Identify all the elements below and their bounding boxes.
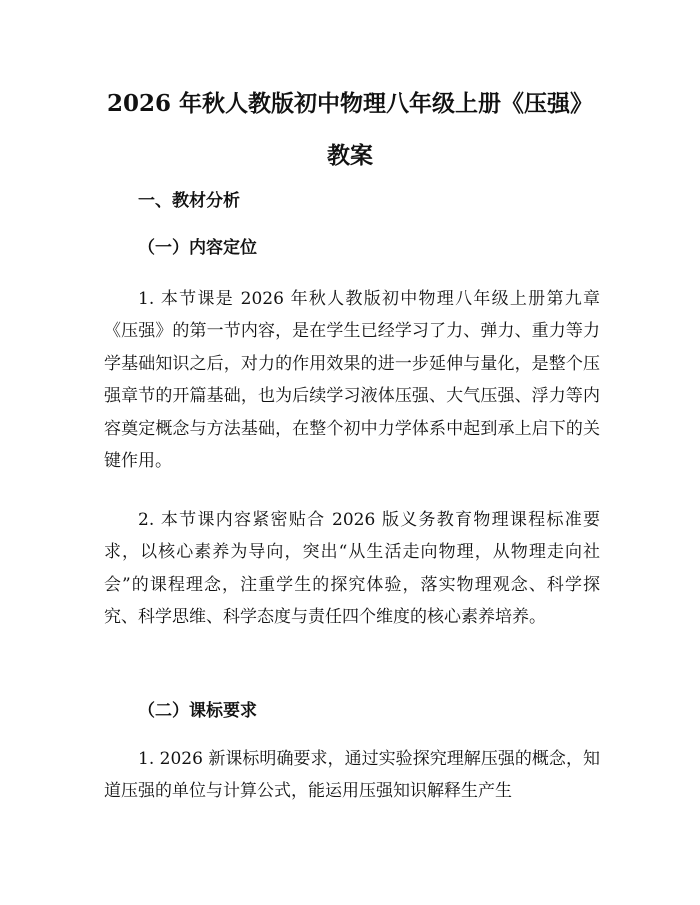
subsection-heading-curriculum-requirements: （二）课标要求 <box>138 701 257 721</box>
paragraph-content-positioning-1: 1. 本节课是 2026 年秋人教版初中物理八年级上册第九章《压强》的第一节内容，是在学生已经学习了力、弹力、重力等力学基础知识之后，对力的作用效果的进一步延伸与量化，是整个压强章节的开篇基础，也为后续学习液体压强、大气压强、浮力等内容奠定概念与方法基础，在整个初中力学体系中起到承上启下的关键作用。 <box>104 289 600 472</box>
section-heading-textbook-analysis: 一、教材分析 <box>138 191 240 211</box>
subsection-heading-content-positioning: （一）内容定位 <box>138 238 257 258</box>
document-title: 2026 年秋人教版初中物理八年级上册《压强》教案 <box>106 90 594 169</box>
paragraph-content-positioning-2: 2. 本节课内容紧密贴合 2026 版义务教育物理课程标准要求，以核心素养为导向，突出“从生活走向物理，从物理走向社会”的课程理念，注重学生的探究体验，落实物理观念、科学探究、科学思维、科学态度与责任四个维度的核心素养培养。 <box>104 510 600 628</box>
paragraph-curriculum-requirements-1: 1. 2026 新课标明确要求，通过实验探究理解压强的概念，知道压强的单位与计算公式，能运用压强知识解释生产生 <box>104 749 600 802</box>
